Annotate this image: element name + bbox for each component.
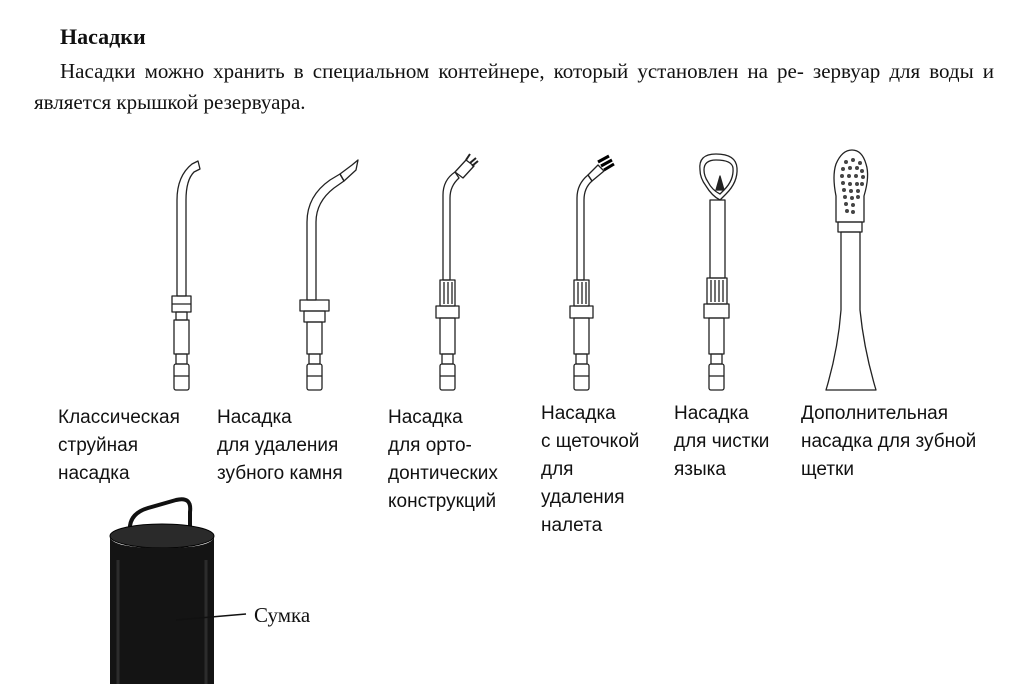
label-line: Дополнительная: [801, 403, 949, 424]
description-line-1: Насадки можно хранить в специальном контейнере, который установлен на ре-: [60, 59, 804, 83]
toothbrush-head-icon: [826, 150, 876, 390]
bag-label: Сумка: [254, 603, 311, 627]
label-line: донтических: [388, 463, 498, 484]
label-line: удаления: [541, 487, 625, 508]
label-tongue-cleaner: [674, 400, 769, 484]
section-title: Насадки: [60, 24, 146, 49]
label-toothbrush: [801, 400, 976, 484]
classic-jet-nozzle-icon: [172, 161, 200, 390]
label-line: с щеточкой: [541, 431, 640, 452]
label-line: конструкций: [388, 491, 497, 512]
tartar-removal-nozzle-icon: [300, 160, 358, 390]
bag-icon: [110, 499, 214, 684]
label-orthodontic: [388, 404, 498, 516]
label-tartar-removal: [217, 404, 343, 488]
label-line: зубного камня: [217, 463, 343, 484]
label-line: щетки: [801, 459, 854, 480]
label-line: Насадка: [217, 407, 292, 428]
label-line: для чистки: [674, 431, 770, 452]
label-line: Насадка: [674, 403, 749, 424]
label-line: струйная: [58, 435, 139, 456]
label-line: насадка: [58, 463, 130, 484]
plaque-brush-nozzle-icon: [570, 156, 614, 390]
label-line: для: [541, 459, 574, 480]
label-plaque-brush: [541, 400, 639, 540]
label-classic-jet: [58, 404, 180, 488]
label-line: Классическая: [58, 407, 180, 428]
label-line: для орто-: [388, 435, 472, 456]
label-line: языка: [674, 459, 726, 480]
label-line: для удаления: [217, 435, 339, 456]
label-line: Насадка: [541, 403, 616, 424]
orthodontic-nozzle-icon: [436, 154, 478, 390]
label-line: Насадка: [388, 407, 463, 428]
tongue-cleaner-nozzle-icon: [700, 154, 737, 390]
label-line: насадка для зубной: [801, 431, 977, 452]
description-line-2: зервуар для воды и является крышкой резервуара.: [34, 59, 995, 114]
label-line: налета: [541, 515, 603, 536]
